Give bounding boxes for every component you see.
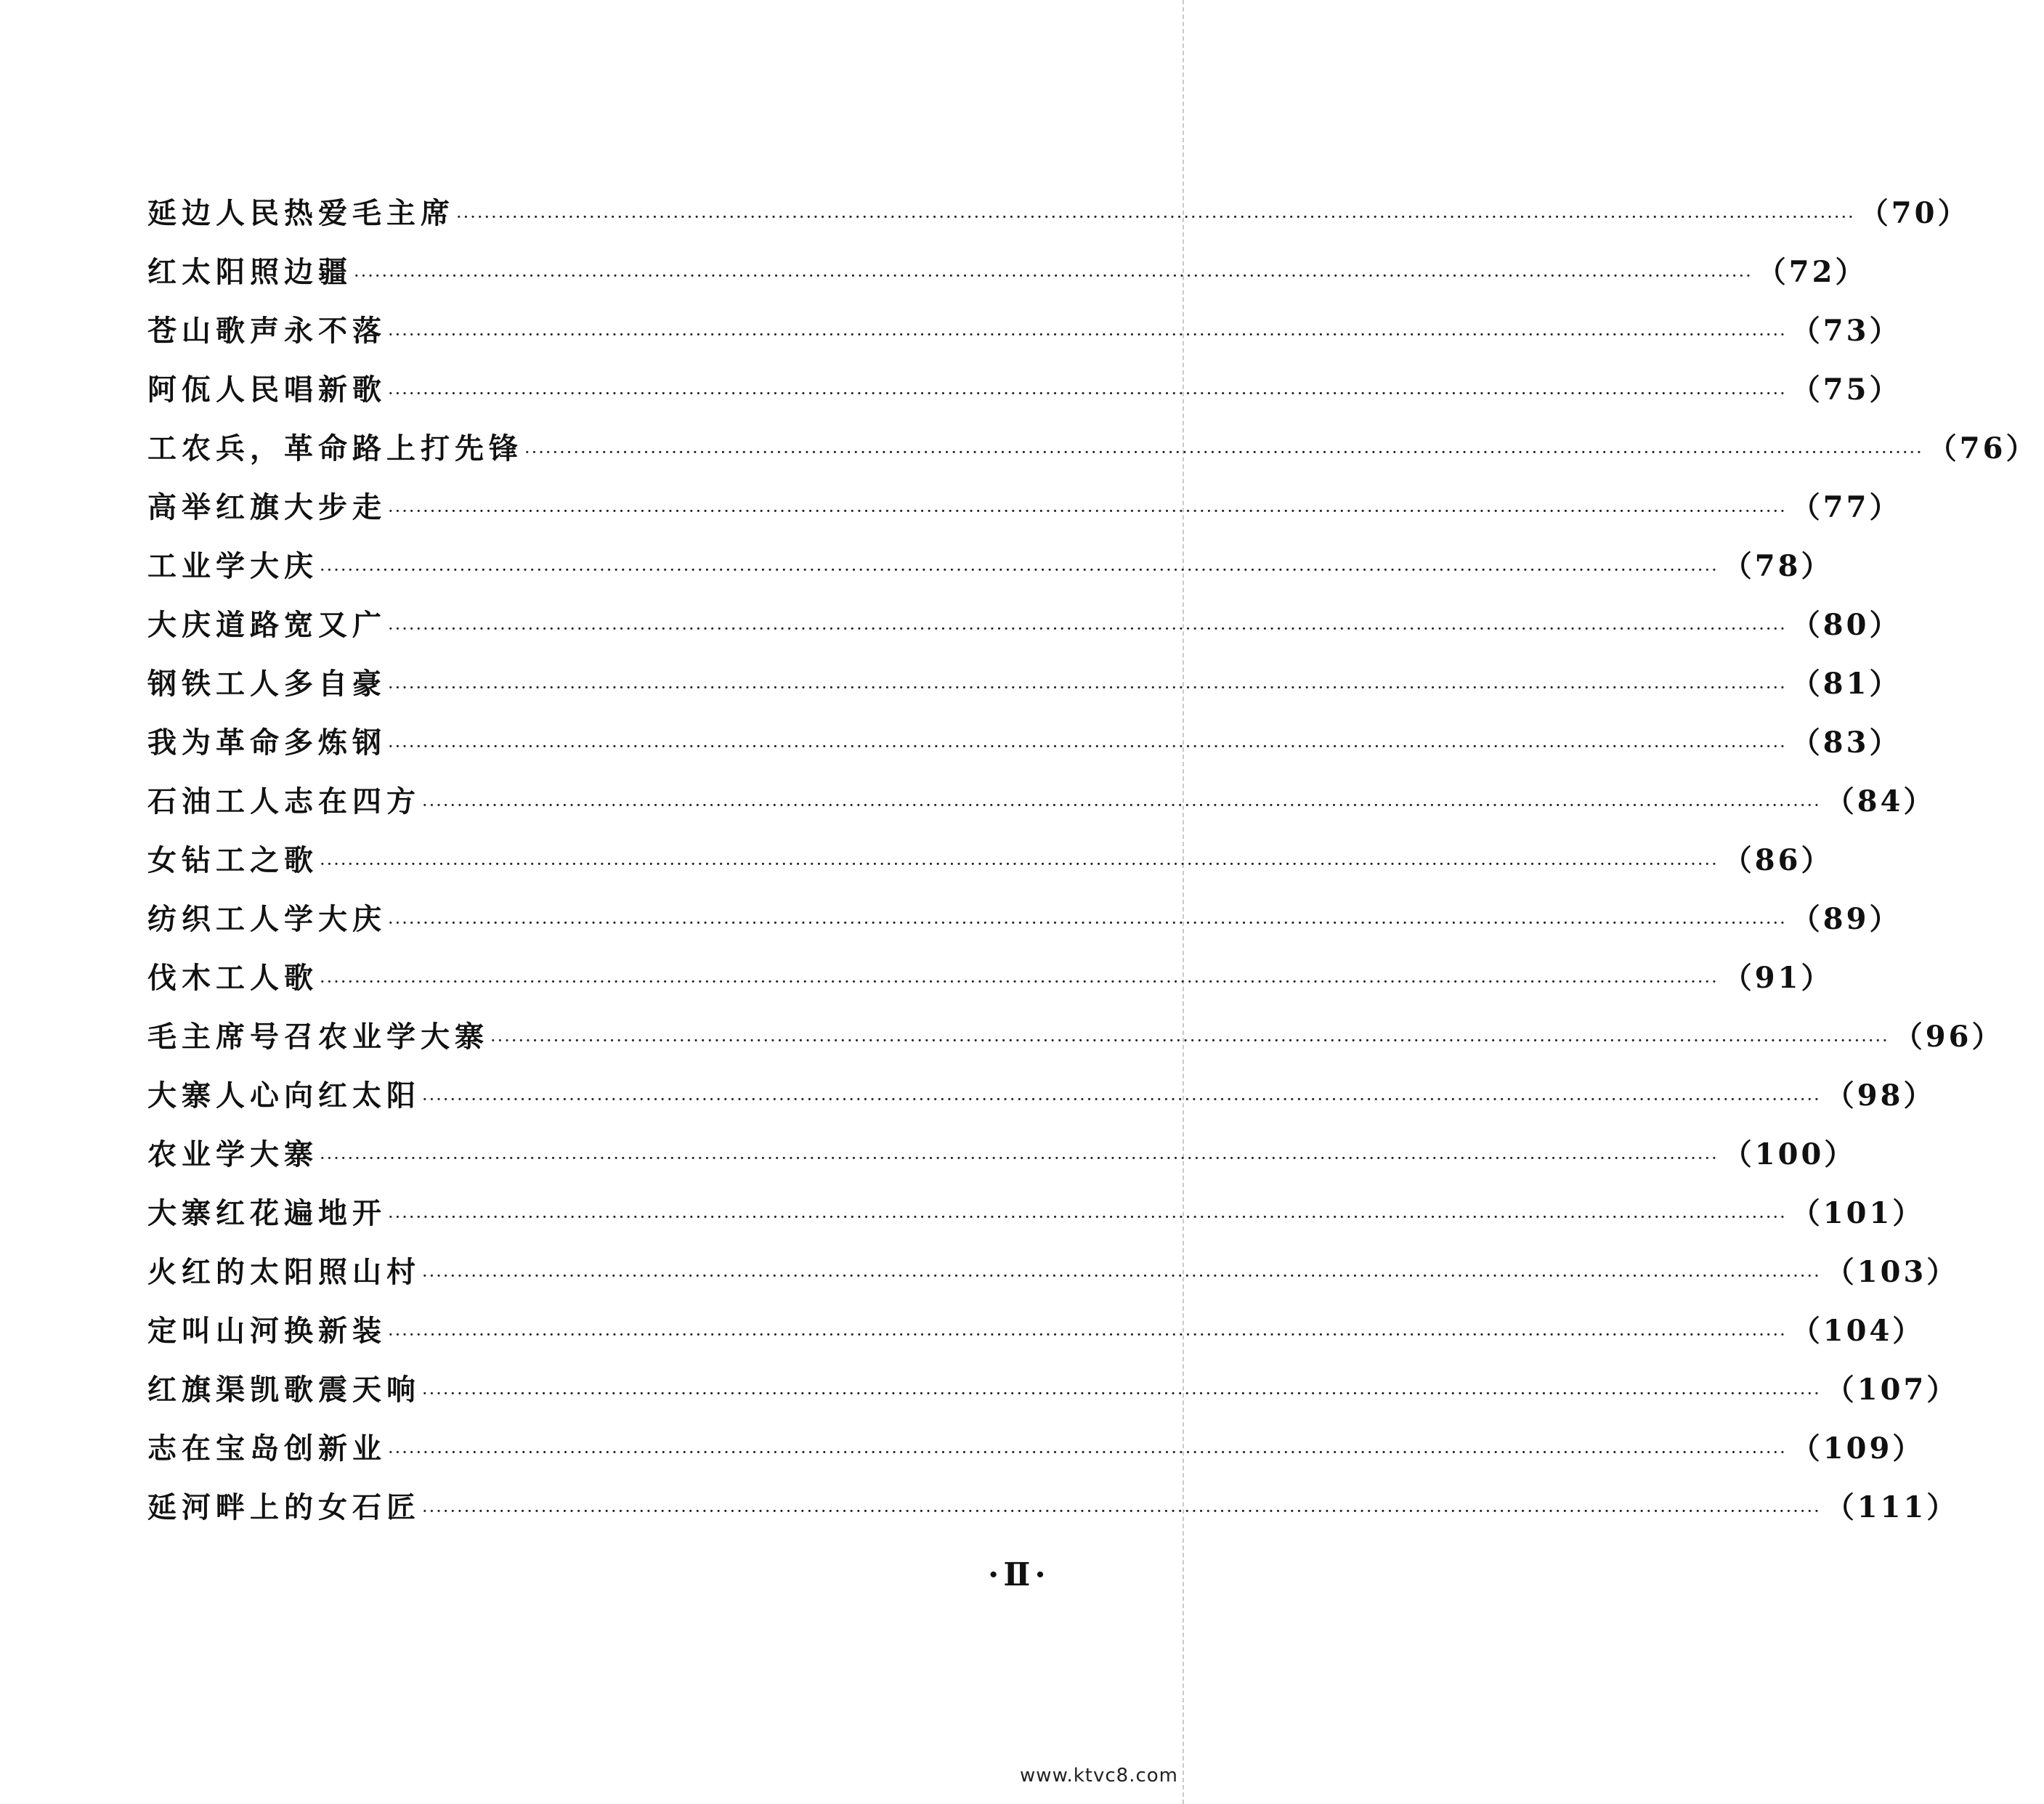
toc-entry-title: 高举红旗大步走: [147, 490, 386, 524]
toc-entry-title: 大寨人心向红太阳: [147, 1078, 421, 1113]
toc-leader-dots: ········································································································································································································: [388, 619, 1787, 639]
toc-entry-title: 石油工人志在四方: [147, 784, 421, 818]
toc-entry-title: 大庆道路宽又广: [147, 608, 386, 642]
toc-entry-title: 苍山歌声永不落: [147, 314, 386, 348]
toc-leader-dots: ········································································································································································································: [422, 1501, 1821, 1521]
toc-entry-page: （91）: [1722, 961, 1833, 995]
toc-entry-title: 我为革命多炼钢: [147, 726, 386, 760]
toc-entry-page: （70）: [1859, 196, 1970, 230]
toc-entry[interactable]: [147, 1073, 1936, 1131]
toc-leader-dots: ········································································································································································································: [524, 442, 1923, 463]
toc-leader-dots: ········································································································································································································: [388, 1207, 1787, 1227]
toc-entry-page: （101）: [1790, 1196, 1925, 1230]
toc-entry-title: 延边人民热爱毛主席: [147, 196, 455, 230]
toc-entry[interactable]: [147, 1484, 1959, 1543]
toc-entry-page: （72）: [1756, 255, 1867, 289]
toc-entry-page: （96）: [1893, 1020, 2004, 1054]
toc-entry[interactable]: [147, 190, 1970, 249]
toc-entry-page: （78）: [1722, 549, 1833, 583]
toc-leader-dots: ········································································································································································································: [422, 795, 1821, 816]
toc-entry[interactable]: [147, 426, 2038, 484]
toc-leader-dots: ········································································································································································································: [320, 972, 1719, 992]
toc-leader-dots: ········································································································································································································: [320, 560, 1719, 580]
toc-entry[interactable]: [147, 1131, 1857, 1190]
toc-entry[interactable]: [147, 543, 1833, 602]
toc-leader-dots: ········································································································································································································: [388, 501, 1787, 521]
toc-entry-page: （76）: [1927, 431, 2038, 466]
toc-entry[interactable]: [147, 602, 1902, 661]
toc-entry-title: 定叫山河换新装: [147, 1314, 386, 1348]
toc-entry[interactable]: [147, 1190, 1925, 1249]
toc-entry[interactable]: [147, 484, 1902, 543]
toc-leader-dots: ········································································································································································································: [456, 207, 1855, 227]
toc-entry-page: （77）: [1790, 490, 1902, 524]
toc-entry-title: 纺织工人学大庆: [147, 902, 386, 936]
toc-entry-page: （75）: [1790, 373, 1902, 407]
toc-entry[interactable]: [147, 837, 1833, 896]
toc-entry-page: （107）: [1825, 1373, 1959, 1407]
left-scan-margin: [0, 0, 16, 1804]
toc-entry-page: （73）: [1790, 314, 1902, 348]
toc-entry[interactable]: [147, 779, 1936, 837]
toc-entry-title: 钢铁工人多自豪: [147, 667, 386, 701]
toc-entry-title: 工农兵，革命路上打先锋: [147, 431, 523, 466]
toc-entry-page: （103）: [1825, 1255, 1959, 1289]
toc-leader-dots: ········································································································································································································: [388, 736, 1787, 757]
toc-entry-title: 火红的太阳照山村: [147, 1255, 421, 1289]
toc-entry-page: （84）: [1825, 784, 1936, 818]
toc-entry-title: 红太阳照边疆: [147, 255, 352, 289]
toc-entry-page: （81）: [1790, 667, 1902, 701]
toc-entry[interactable]: [147, 249, 1867, 308]
toc-entry[interactable]: [147, 955, 1833, 1014]
page-number: ·Ⅱ·: [988, 1556, 1050, 1593]
toc-entry-title: 志在宝岛创新业: [147, 1431, 386, 1466]
toc-entry-title: 毛主席号召农业学大寨: [147, 1020, 489, 1054]
toc-leader-dots: ········································································································································································································: [422, 1384, 1821, 1404]
toc-entry-page: （98）: [1825, 1078, 1936, 1113]
toc-entry[interactable]: [147, 1426, 1925, 1484]
toc-entry-page: （100）: [1722, 1137, 1857, 1171]
toc-entry[interactable]: [147, 1367, 1959, 1426]
table-of-contents: [147, 190, 2038, 1543]
toc-entry-page: （83）: [1790, 726, 1902, 760]
toc-entry[interactable]: [147, 661, 1902, 720]
toc-leader-dots: ········································································································································································································: [320, 854, 1719, 874]
toc-leader-dots: ········································································································································································································: [388, 1442, 1787, 1463]
toc-entry-page: （109）: [1790, 1431, 1925, 1466]
toc-entry-title: 农业学大寨: [147, 1137, 318, 1171]
toc-leader-dots: ········································································································································································································: [320, 1148, 1719, 1169]
toc-leader-dots: ········································································································································································································: [388, 325, 1787, 345]
toc-entry-page: （80）: [1790, 608, 1902, 642]
toc-leader-dots: ········································································································································································································: [388, 678, 1787, 698]
toc-entry[interactable]: [147, 896, 1902, 955]
toc-leader-dots: ········································································································································································································: [354, 266, 1753, 286]
toc-entry-title: 延河畔上的女石匠: [147, 1490, 421, 1524]
toc-entry-title: 工业学大庆: [147, 549, 318, 583]
toc-leader-dots: ········································································································································································································: [388, 383, 1787, 404]
toc-entry-page: （89）: [1790, 902, 1902, 936]
toc-entry-title: 女钻工之歌: [147, 843, 318, 877]
site-watermark: www.ktvc8.com: [1020, 1765, 1178, 1787]
toc-entry[interactable]: [147, 1014, 2004, 1073]
toc-entry[interactable]: [147, 367, 1902, 426]
toc-leader-dots: ········································································································································································································: [388, 1325, 1787, 1345]
toc-entry-title: 大寨红花遍地开: [147, 1196, 386, 1230]
toc-entry[interactable]: [147, 1249, 1959, 1308]
toc-entry-page: （104）: [1790, 1314, 1925, 1348]
toc-entry-title: 阿佤人民唱新歌: [147, 373, 386, 407]
toc-entry-page: （111）: [1825, 1490, 1959, 1524]
toc-entry-page: （86）: [1722, 843, 1833, 877]
toc-entry-title: 红旗渠凯歌震天响: [147, 1373, 421, 1407]
toc-leader-dots: ········································································································································································································: [388, 913, 1787, 933]
toc-entry[interactable]: [147, 720, 1902, 779]
toc-entry[interactable]: [147, 1308, 1925, 1367]
toc-entry[interactable]: [147, 308, 1902, 367]
toc-leader-dots: ········································································································································································································: [422, 1266, 1821, 1286]
toc-leader-dots: ········································································································································································································: [422, 1089, 1821, 1110]
toc-entry-title: 伐木工人歌: [147, 961, 318, 995]
toc-leader-dots: ········································································································································································································: [490, 1031, 1889, 1051]
